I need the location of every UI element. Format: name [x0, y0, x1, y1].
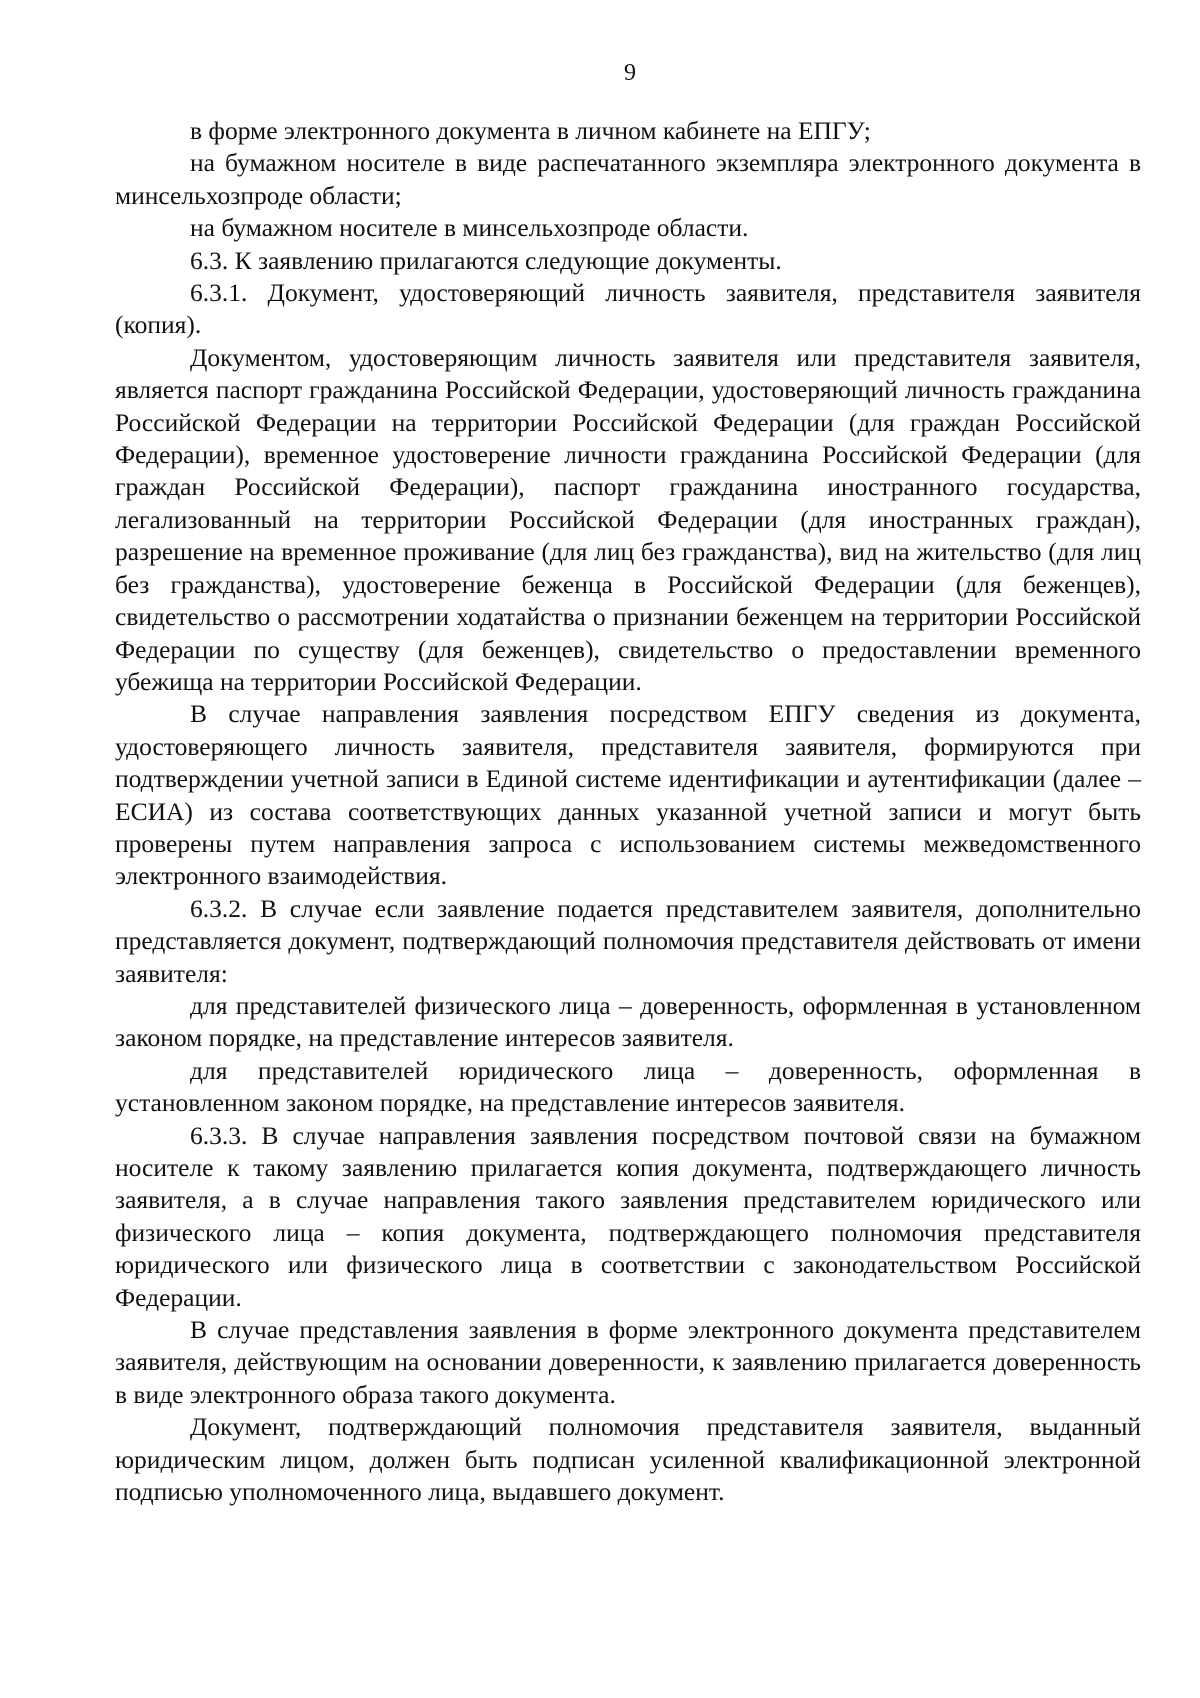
paragraph-paper-ministry: на бумажном носителе в минсельхозпроде области.: [190, 213, 749, 243]
paragraph-section-6-3-3: 6.3.3. В случае направления заявления посредством почтовой связи на бумажном носителе к такому заявлению прилагается копия документа, подтверждающего личность заявителя, а в случае направления такого заявления представителем юридического или физического лица – копия документа, подтверждающего полномочия представителя юридического или физического лица в соответствии с законодательством Российской Федерации.: [115, 1120, 1141, 1312]
paragraph-electronic-power-of-attorney: В случае представления заявления в форме электронного документа представителем заявителя, действующим на основании доверенности, к заявлению прилагается доверенность в виде электронного образа такого документа.: [115, 1315, 1141, 1409]
paragraph-individual-representatives: для представителей физического лица – доверенность, оформленная в установленном законом порядке, на представление интересов заявителя.: [115, 990, 1141, 1053]
paragraph-epgu-cabinet: в форме электронного документа в личном кабинете на ЕПГУ;: [190, 116, 871, 145]
page-number: 9: [624, 60, 636, 86]
paragraph-section-6-3-2: 6.3.2. В случае если заявление подается представителем заявителя, дополнительно представляется документ, подтверждающий полномочия представителя действовать от имени заявителя:: [115, 893, 1141, 988]
paragraph-section-6-3: 6.3. К заявлению прилагаются следующие документы.: [190, 245, 782, 275]
paragraph-legal-representatives: для представителей юридического лица – доверенность, оформленная в установленном законом порядке, на представление интересов заявителя.: [115, 1055, 1141, 1118]
paragraph-section-6-3-1: 6.3.1. Документ, удостоверяющий личность заявителя, представителя заявителя (копия).: [115, 278, 1141, 340]
paragraph-identity-documents: Документом, удостоверяющим личность заявителя или представителя заявителя, является паспорт гражданина Российской Федерации, удостоверяющий личность гражданина Российской Федерации на территории Российской Федерации (для граждан Российской Федерации), временное удостоверение личности гражданина Российской Федерации (для граждан Российской Федерации), паспорт гражданина иностранного государства, легализованный на территории Российской Федерации (для иностранных граждан), разрешение на временное проживание (для лиц без гражданства), вид на жительство (для лиц без гражданства), удостоверение беженца в Российской Федерации (для беженцев), свидетельство о рассмотрении ходатайства о признании беженцем на территории Российской Федерации по существу (для беженцев), свидетельство о предоставлении временного убежища на территории Российской Федерации.: [115, 342, 1141, 696]
document-body: [115, 115, 1141, 1508]
paragraph-qualified-signature: Документ, подтверждающий полномочия представителя заявителя, выданный юридическим лицом, должен быть подписан усиленной квалификационной электронной подписью уполномоченного лица, выдавшего документ.: [115, 1412, 1141, 1507]
paragraph-esia-verification: В случае направления заявления посредством ЕПГУ сведения из документа, удостоверяющего личность заявителя, представителя заявителя, формируются при подтверждении учетной записи в Единой системе идентификации и аутентификации (далее – ЕСИА) из состава соответствующих данных указанной учетной записи и могут быть проверены путем направления запроса с использованием системы межведомственного электронного взаимодействия.: [115, 699, 1141, 891]
paragraph-paper-printed-copy: на бумажном носителе в виде распечатанного экземпляра электронного документа в минсельхозпроде области;: [115, 148, 1141, 210]
